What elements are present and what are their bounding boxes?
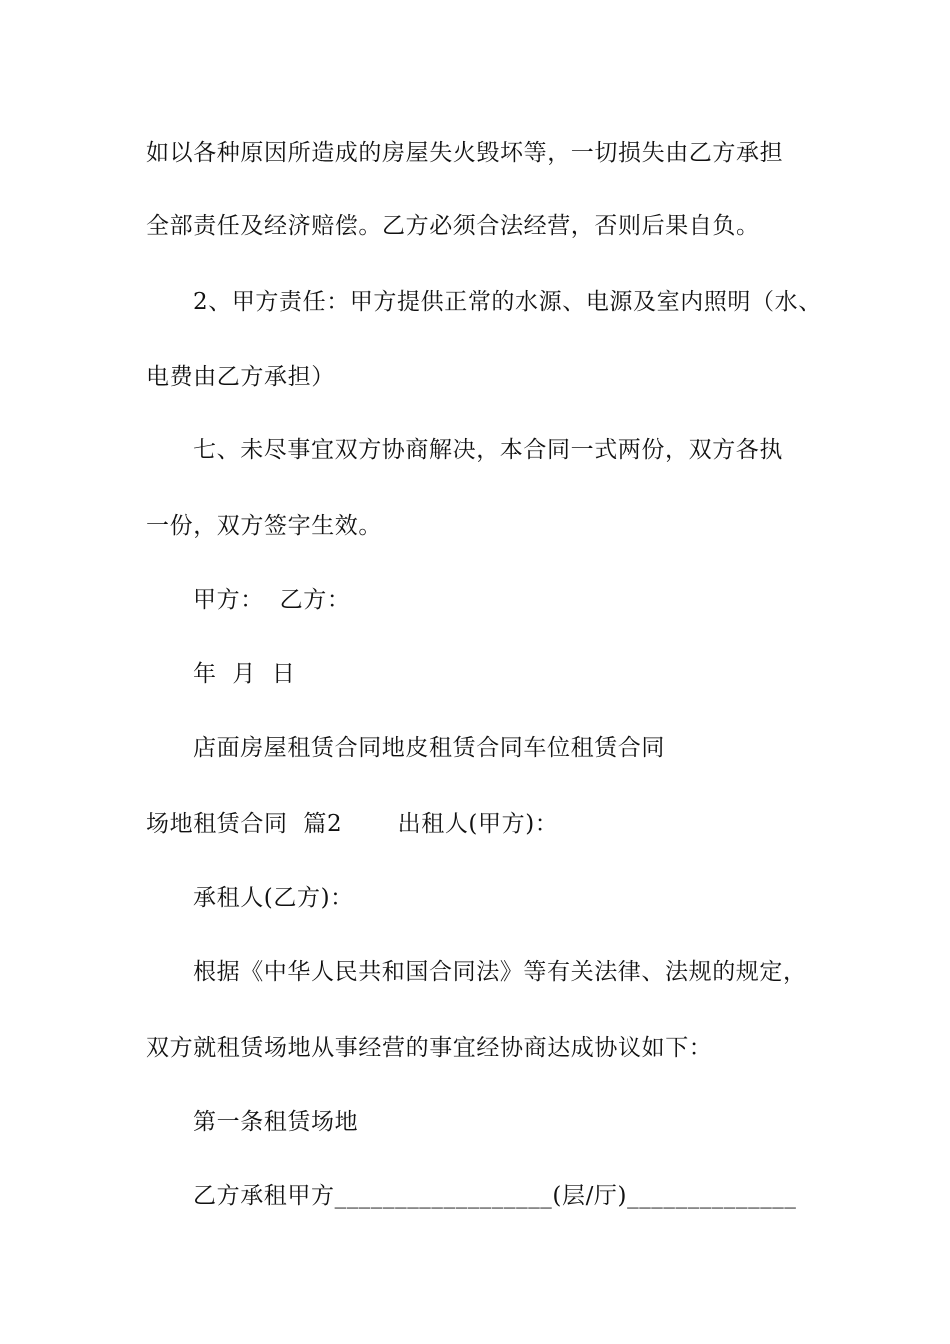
text-line-12: 根据《中华人民共和国合同法》等有关法律、法规的规定， [193, 959, 807, 985]
text-line-13: 双方就租赁场地从事经营的事宜经协商达成协议如下： [146, 1035, 713, 1061]
text-line-15: 乙方承租甲方__________________(层/厅)______________ [193, 1183, 797, 1209]
text-line-8: 年 月 日 [193, 661, 296, 687]
text-line-11: 承租人(乙方)： [193, 885, 354, 911]
text-line-10: 场地租赁合同 篇2 出租人(甲方)： [146, 811, 559, 837]
text-line-3: 2、甲方责任：甲方提供正常的水源、电源及室内照明（水、 [193, 289, 822, 315]
text-line-6: 一份，双方签字生效。 [146, 513, 382, 539]
text-line-1: 如以各种原因所造成的房屋失火毁坏等，一切损失由乙方承担 [146, 140, 784, 166]
text-line-2: 全部责任及经济赔偿。乙方必须合法经营，否则后果自负。 [146, 213, 760, 239]
text-line-9: 店面房屋租赁合同地皮租赁合同车位租赁合同 [193, 735, 665, 761]
text-line-14: 第一条租赁场地 [193, 1109, 359, 1135]
text-line-7: 甲方： 乙方： [193, 587, 351, 613]
text-line-4: 电费由乙方承担） [146, 364, 335, 390]
text-line-5: 七、未尽事宜双方协商解决，本合同一式两份，双方各执 [193, 437, 783, 463]
